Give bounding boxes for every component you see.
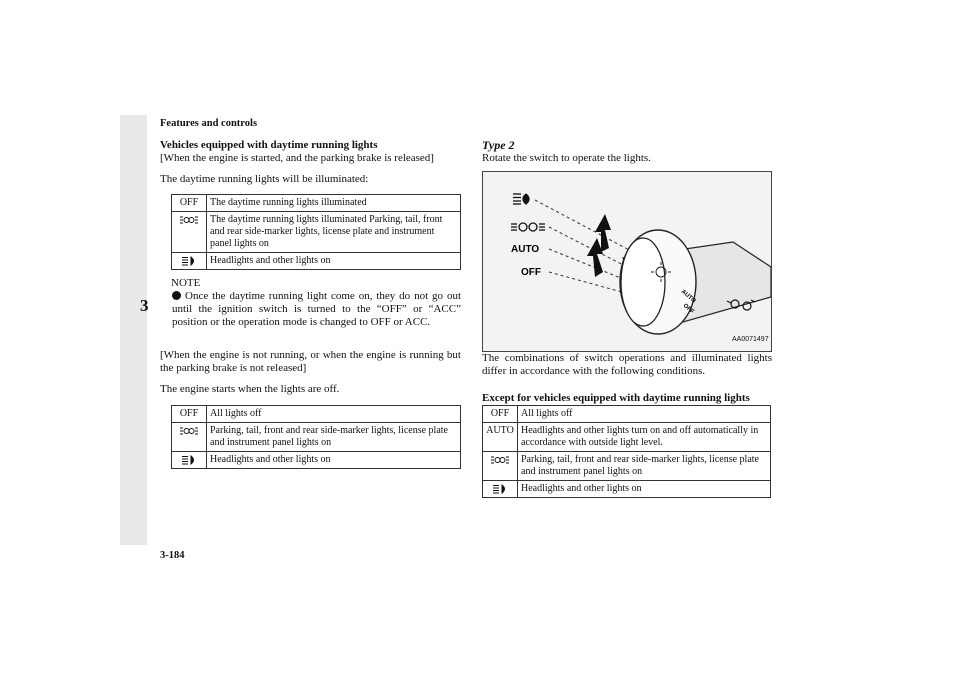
table-row <box>172 406 461 423</box>
engine-starts-text: The engine starts when the lights are off. <box>160 383 340 395</box>
light-status-text: All lights off <box>518 406 771 423</box>
table-row <box>483 481 771 498</box>
condition-engine-started: [When the engine is started, and the parking brake is released] <box>160 152 434 164</box>
light-status-text: The daytime running lights illuminated Parking, tail, front and rear side-marker lights, license plate and instrument panel lights on <box>207 212 461 253</box>
table-row <box>172 253 461 270</box>
note-text: Once the daytime running light come on, they do not go out until the ignition switch is turned to the “OFF” or “ACC” position or the operation mode is changed to OFF or ACC. <box>172 290 461 329</box>
table-row <box>483 423 771 452</box>
table-row <box>483 406 771 423</box>
switch-position-label: OFF <box>483 406 518 423</box>
except-dtrl-table <box>482 405 771 498</box>
chapter-number: 3 <box>140 296 149 315</box>
rotation-arrows <box>587 214 611 277</box>
off-label: OFF <box>521 267 541 278</box>
combinations-text: The combinations of switch operations and illuminated lights differ in accordance with the following conditions. <box>482 352 772 378</box>
headlight-icon <box>172 253 207 270</box>
auto-label: AUTO <box>511 244 540 255</box>
table-row <box>172 452 461 469</box>
note-item <box>172 290 461 330</box>
parking-lights-icon <box>483 452 518 481</box>
condition-engine-not-running: [When the engine is not running, or when the engine is running but the parking brake is not released] <box>160 349 461 375</box>
light-status-text: Headlights and other lights turn on and off automatically in accordance with outside light level. <box>518 423 771 452</box>
chapter-tab <box>120 115 147 545</box>
no-dtrl-table <box>171 405 461 469</box>
light-status-text: Headlights and other lights on <box>518 481 771 498</box>
bullet-icon <box>172 291 181 300</box>
switch-position-label: OFF <box>172 406 207 423</box>
rotate-text: Rotate the switch to operate the lights. <box>482 152 651 164</box>
type-heading: Type 2 <box>482 138 515 152</box>
combination-switch-illustration <box>483 172 771 351</box>
note-label: NOTE <box>171 277 201 289</box>
table-row <box>172 423 461 452</box>
parking-lights-icon <box>511 223 545 231</box>
page-number: 3-184 <box>160 550 185 561</box>
light-status-text: The daytime running lights illuminated <box>207 195 461 212</box>
figure-code: AA0071497 <box>732 336 769 343</box>
parking-lights-icon <box>172 423 207 452</box>
headlight-icon <box>172 452 207 469</box>
svg-text:AUTO: AUTO <box>679 288 697 305</box>
headlight-icon <box>513 194 529 204</box>
headlight-icon <box>483 481 518 498</box>
dtrl-heading: Vehicles equipped with daytime running lights <box>160 139 378 151</box>
svg-text:OFF: OFF <box>681 302 695 316</box>
table-row <box>483 452 771 481</box>
switch-position-label: OFF <box>172 195 207 212</box>
section-title: Features and controls <box>160 118 258 129</box>
light-status-text: Parking, tail, front and rear side-marker lights, license plate and instrument panel lights on <box>518 452 771 481</box>
dtrl-table <box>171 194 461 270</box>
light-status-text: Parking, tail, front and rear side-marker lights, license plate and instrument panel lights on <box>207 423 461 452</box>
table-row <box>172 212 461 253</box>
light-status-text: Headlights and other lights on <box>207 452 461 469</box>
light-status-text: Headlights and other lights on <box>207 253 461 270</box>
dtrl-intro: The daytime running lights will be illuminated: <box>160 173 369 185</box>
parking-lights-icon <box>172 212 207 253</box>
table-row <box>172 195 461 212</box>
except-heading: Except for vehicles equipped with daytime running lights <box>482 392 750 404</box>
switch-illustration <box>482 171 772 352</box>
switch-position-label: AUTO <box>483 423 518 452</box>
light-status-text: All lights off <box>207 406 461 423</box>
